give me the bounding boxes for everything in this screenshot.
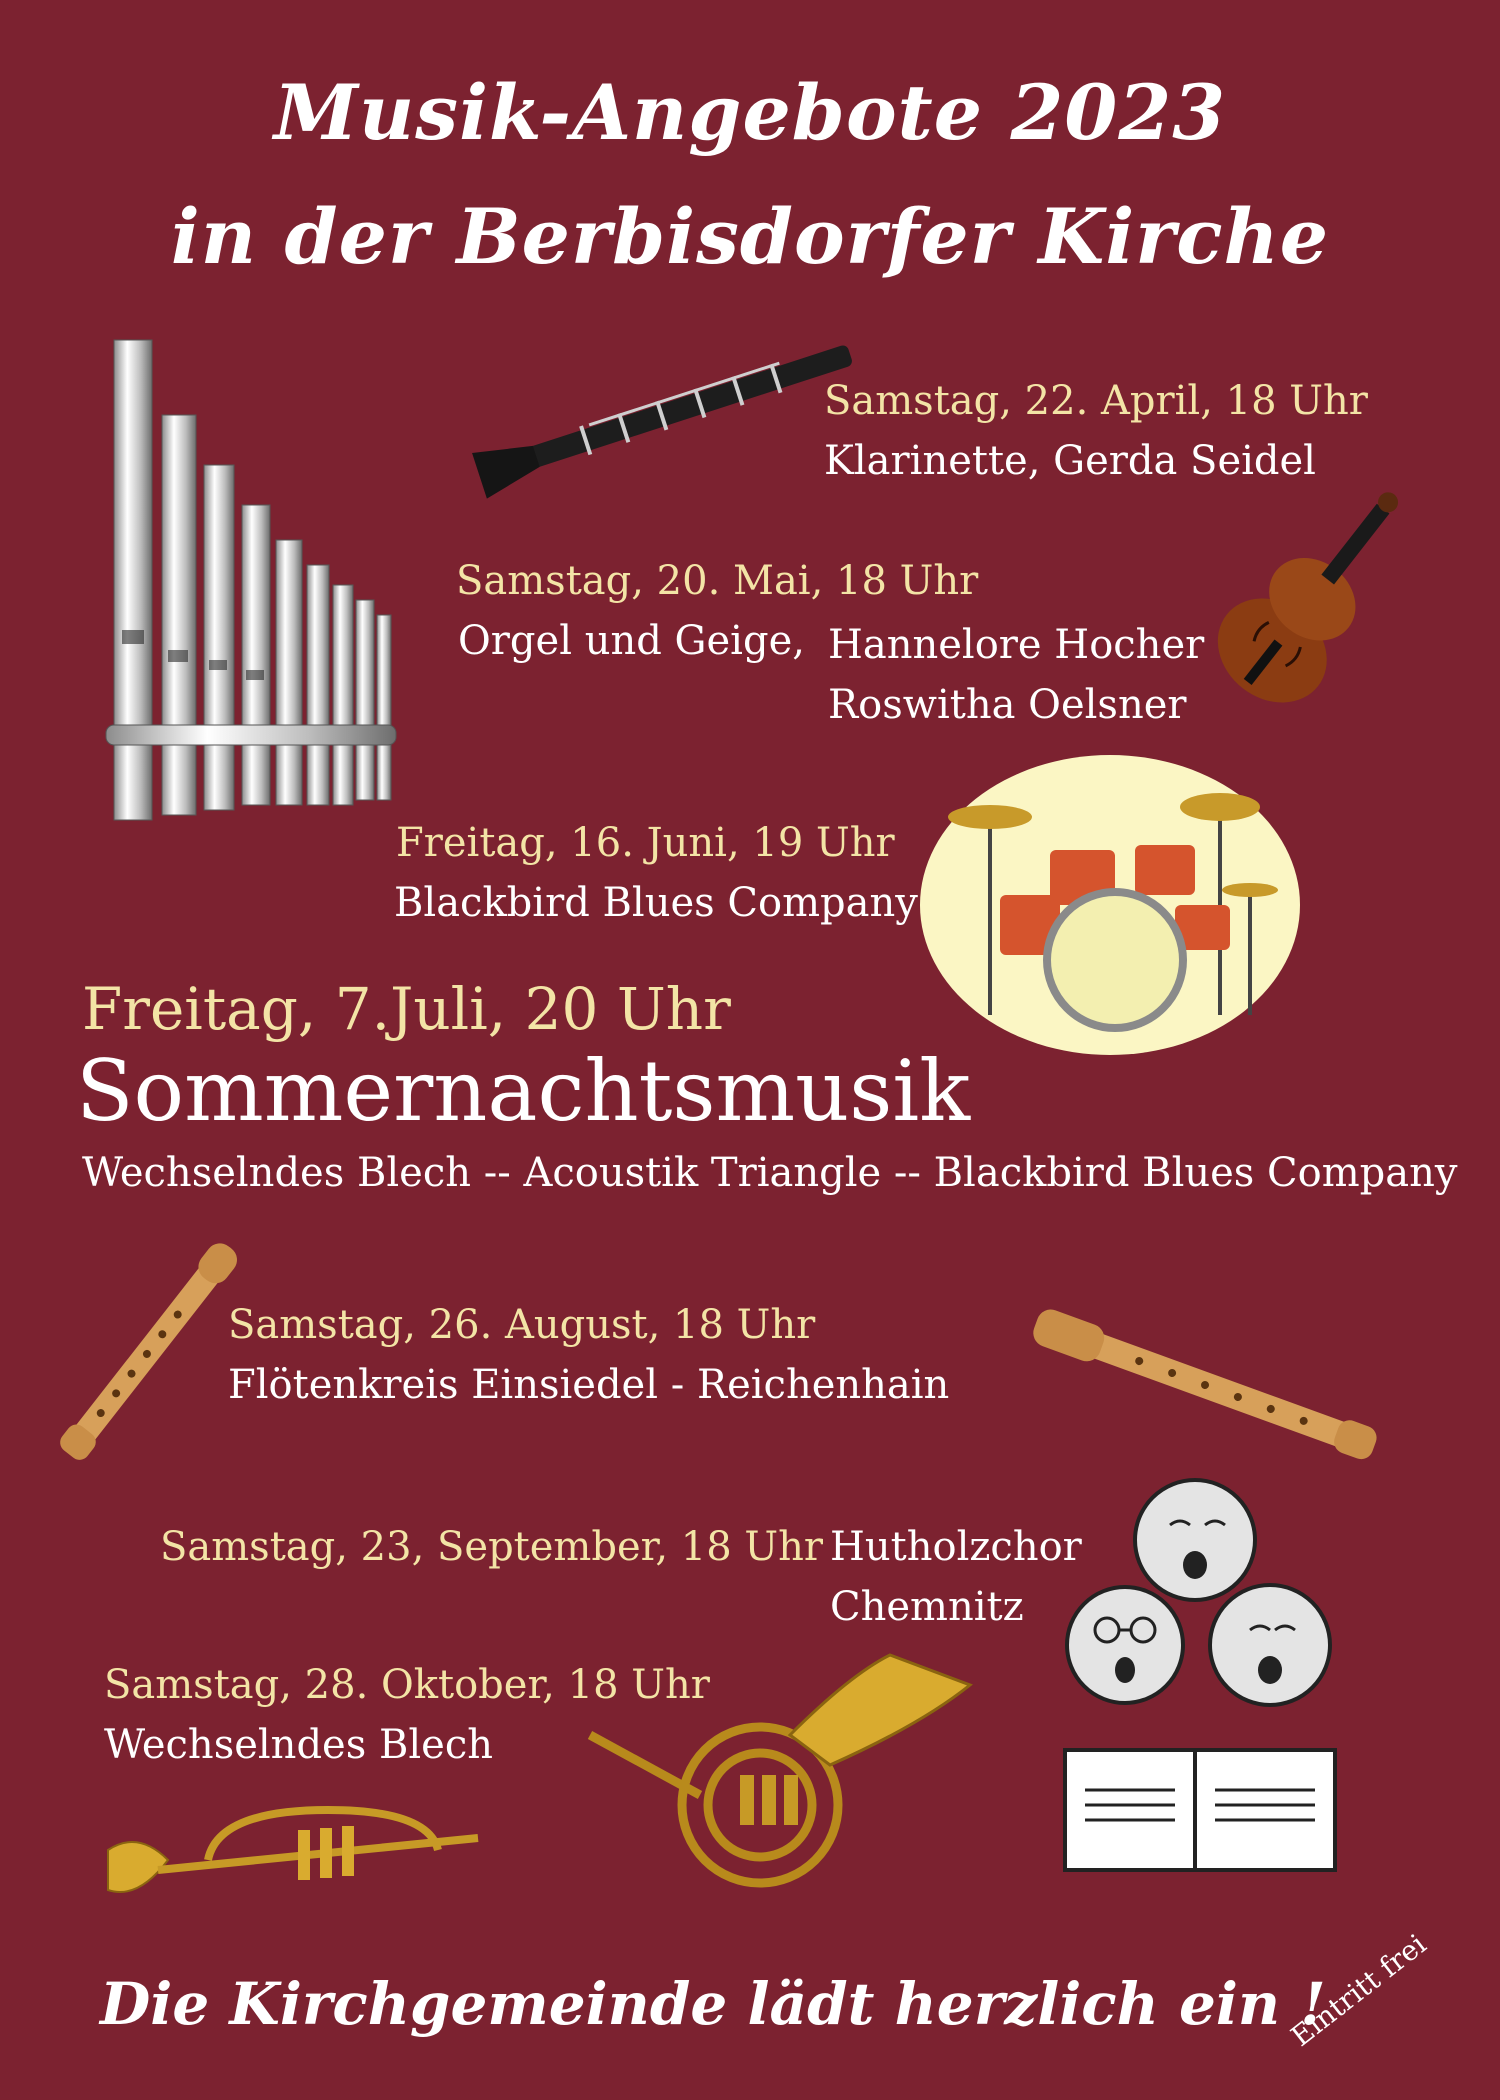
violin-icon (1170, 500, 1430, 730)
event-2-performer-3: Roswitha Oelsner (828, 682, 1187, 728)
event-6-date: Samstag, 28. Oktober, 18 Uhr (104, 1662, 710, 1708)
event-4-date: Samstag, 26. August, 18 Uhr (228, 1302, 816, 1348)
organ-pipes-icon (100, 330, 400, 830)
trumpet-icon (108, 1790, 488, 1930)
admission-free-stamp: Eintritt frei (1284, 1927, 1433, 2053)
event-5-performer-2: Chemnitz (830, 1584, 1024, 1630)
event-4-performer: Flötenkreis Einsiedel - Reichenhain (228, 1362, 950, 1408)
drum-kit-icon (920, 755, 1300, 1055)
event-1-performer: Klarinette, Gerda Seidel (824, 438, 1316, 484)
event-5-date: Samstag, 23, September, 18 Uhr (160, 1524, 823, 1570)
event-2-date: Samstag, 20. Mai, 18 Uhr (456, 558, 979, 604)
choir-icon (1045, 1470, 1345, 1870)
recorder-icon-right (1025, 1300, 1385, 1470)
event-3-date: Freitag, 16. Juni, 19 Uhr (396, 820, 895, 866)
clarinet-icon (470, 320, 870, 510)
french-horn-icon (590, 1655, 970, 1915)
poster-title-line1: Musik-Angebote 2023 (273, 68, 1227, 157)
highlight-title: Sommernachtsmusik (76, 1042, 971, 1140)
footer-invitation: Die Kirchgemeinde lädt herzlich ein ! (100, 1970, 1326, 2038)
event-1-date: Samstag, 22. April, 18 Uhr (824, 378, 1368, 424)
event-2-performer-2: Hannelore Hocher (828, 622, 1205, 668)
event-3-performer: Blackbird Blues Company (394, 880, 918, 926)
recorder-icon-left (30, 1220, 270, 1480)
event-5-performer: Hutholzchor (830, 1524, 1082, 1570)
highlight-date: Freitag, 7.Juli, 20 Uhr (82, 975, 731, 1043)
highlight-lineup: Wechselndes Blech -- Acoustik Triangle -- Blackbird Blues Company (82, 1150, 1458, 1196)
event-6-performer: Wechselndes Blech (104, 1722, 493, 1768)
event-2-performer: Orgel und Geige, (458, 618, 805, 664)
poster-title-line2: in der Berbisdorfer Kirche (170, 192, 1330, 281)
